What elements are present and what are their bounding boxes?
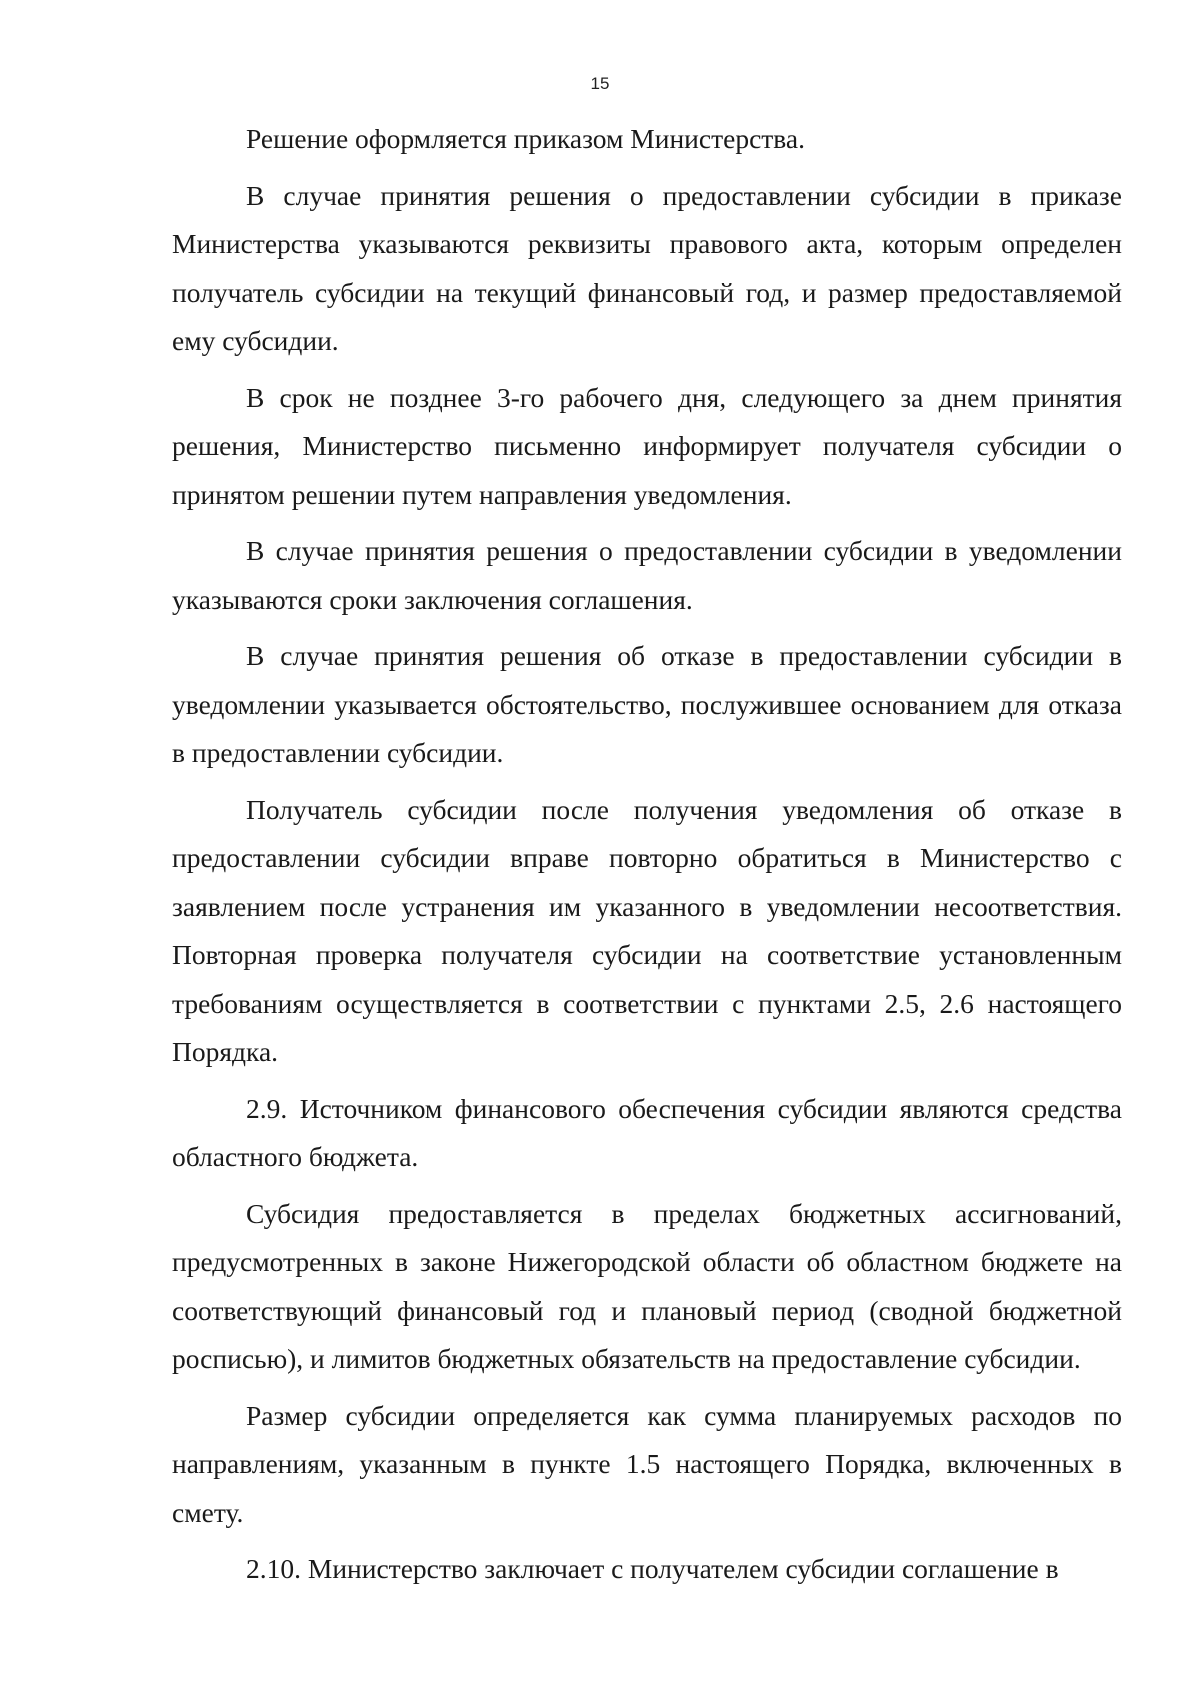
paragraph-decision-order: Решение оформляется приказом Министерства. <box>246 123 805 154</box>
document-body <box>172 115 1122 1602</box>
page-number: 15 <box>590 74 610 93</box>
paragraph-agreement-conclusion: 2.10. Министерство заключает с получателем субсидии соглашение в <box>246 1553 1059 1584</box>
paragraph-funding-source: 2.9. Источником финансового обеспечения субсидии являются средства областного бюджета. <box>172 1092 1122 1172</box>
paragraph-reapplication: Получатель субсидии после получения уведомления об отказе в предоставлении субсидии вправе повторно обратиться в Министерство с заявлением после устранения им указанного в уведомлении несоответствия. Повторная проверка получателя субсидии на соответствие установленным требованиям осуществляется в соответствии с пунктами 2.5, 2.6 настоящего Порядка. <box>172 793 1122 1067</box>
paragraph-notification-deadline: В срок не позднее 3-го рабочего дня, следующего за днем принятия решения, Министерство письменно информирует получателя субсидии о принятом решении путем направления уведомления. <box>172 381 1122 510</box>
paragraph-refusal-notice: В случае принятия решения об отказе в предоставлении субсидии в уведомлении указывается обстоятельство, послужившее основанием для отказа в предоставлении субсидии. <box>172 640 1122 768</box>
paragraph-subsidy-amount: Размер субсидии определяется как сумма планируемых расходов по направлениям, указанным в пункте 1.5 настоящего Порядка, включенных в смету. <box>172 1399 1122 1528</box>
paragraph-order-details: В случае принятия решения о предоставлении субсидии в приказе Министерства указываются реквизиты правового акта, которым определен получатель субсидии на текущий финансовый год, и размер предоставляемой ему субсидии. <box>172 179 1122 356</box>
paragraph-agreement-terms: В случае принятия решения о предоставлении субсидии в уведомлении указываются сроки заключения соглашения. <box>172 535 1122 615</box>
paragraph-budget-limits: Субсидия предоставляется в пределах бюджетных ассигнований, предусмотренных в законе Нижегородской области об областном бюджете на соответствующий финансовый год и плановый период (сводной бюджетной росписью), и лимитов бюджетных обязательств на предоставление субсидии. <box>172 1197 1122 1374</box>
